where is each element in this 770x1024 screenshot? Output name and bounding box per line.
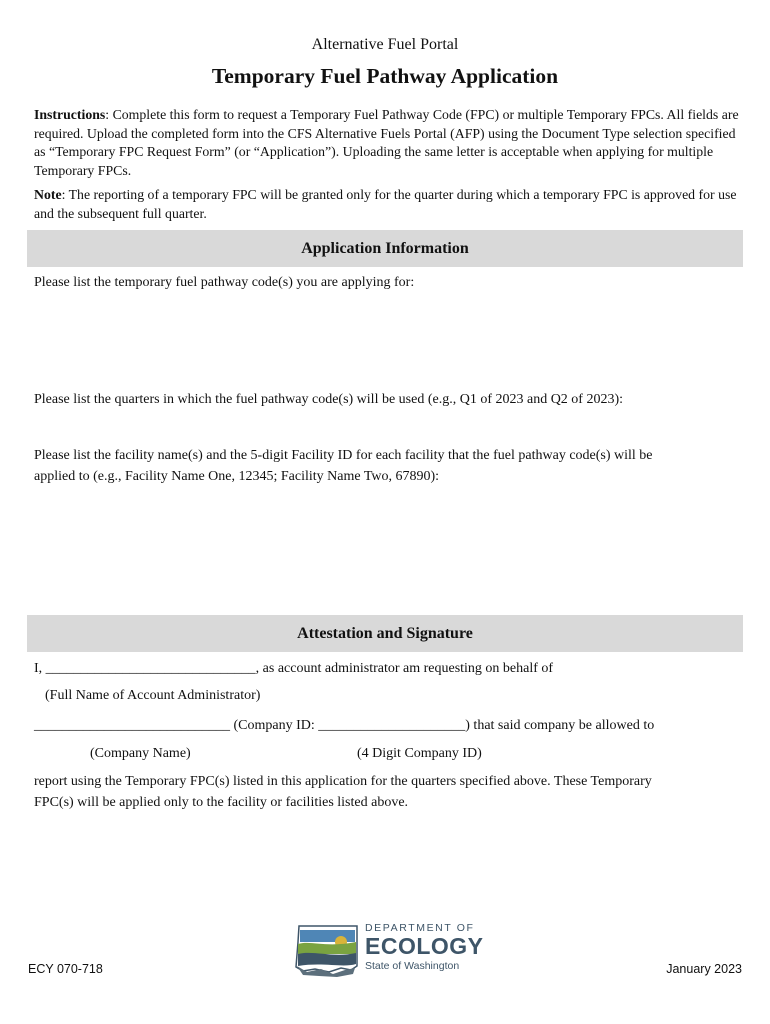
question-facility-line-2: applied to (e.g., Facility Name One, 12345; Facility Name Two, 67890):	[34, 469, 440, 484]
ecology-logo	[293, 922, 483, 978]
company-id-prefix: (Company ID:	[233, 718, 315, 733]
logo-ecology-text: ECOLOGY	[365, 933, 484, 959]
caption-administrator-name: (Full Name of Account Administrator)	[45, 688, 261, 703]
caption-company-id: (4 Digit Company ID)	[357, 746, 482, 761]
instructions-text: : Complete this form to request a Temporary Fuel Pathway Code (FPC) or multiple Temporary FPCs. All fields are required. Upload the completed form into the CFS Alternative Fuels Portal (AFP) using the Document Type selection specified as “Temporary FPC Request Form” (or “Application”). Uploading the same letter is acceptable when applying for multiple Temporary FPCs.	[34, 107, 739, 178]
closing-line-1: report using the Temporary FPC(s) listed in this application for the quarters specified above. These Temporary	[34, 774, 652, 789]
instructions-paragraph	[34, 106, 740, 180]
question-fuel-pathway-codes: Please list the temporary fuel pathway code(s) you are applying for:	[34, 275, 415, 290]
attestation-heading: Attestation and Signature	[27, 615, 743, 652]
page-title: Temporary Fuel Pathway Application	[211, 64, 559, 88]
administrator-name-field[interactable]: ______________________________	[45, 661, 256, 676]
closing-line-2: FPC(s) will be applied only to the facility or facilities listed above.	[34, 795, 409, 810]
company-id-suffix: ) that said company be allowed to	[465, 718, 655, 733]
attestation-line-1-suffix: , as account administrator am requesting on behalf of	[255, 661, 554, 676]
washington-state-logo-icon	[293, 922, 363, 978]
company-name-field[interactable]: ____________________________	[34, 718, 230, 733]
question-facility-line-1: Please list the facility name(s) and the 5-digit Facility ID for each facility that the fuel pathway code(s) will be	[34, 448, 653, 463]
caption-company-name: (Company Name)	[90, 746, 191, 761]
application-info-heading: Application Information	[27, 230, 743, 267]
form-date: January 2023	[666, 962, 742, 976]
note-paragraph	[34, 186, 740, 223]
attestation-line-1	[34, 661, 553, 677]
attestation-line-2	[34, 718, 654, 734]
question-quarters: Please list the quarters in which the fuel pathway code(s) will be used (e.g., Q1 of 2023 and Q2 of 2023):	[34, 392, 624, 407]
attestation-i: I,	[34, 661, 43, 676]
logo-department-text: DEPARTMENT OF	[365, 922, 475, 934]
logo-state-text: State of Washington	[365, 960, 460, 972]
note-label: Note	[34, 187, 62, 202]
note-text: : The reporting of a temporary FPC will be granted only for the quarter during which a temporary FPC is approved for use and the subsequent full quarter.	[34, 187, 737, 221]
form-number: ECY 070-718	[28, 962, 103, 976]
company-id-field[interactable]: _____________________	[318, 718, 466, 733]
portal-name: Alternative Fuel Portal	[311, 36, 459, 53]
instructions-label: Instructions	[34, 107, 106, 122]
